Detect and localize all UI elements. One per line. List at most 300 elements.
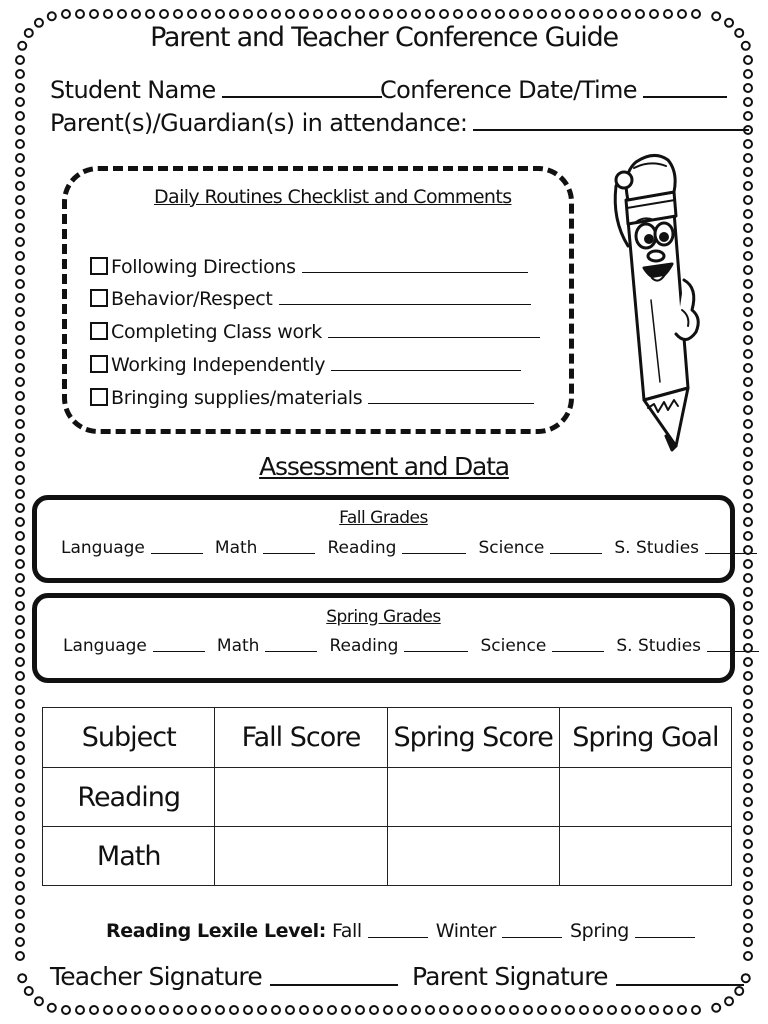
border-dot <box>90 1006 98 1014</box>
border-dot <box>90 10 98 18</box>
border-dot <box>744 196 752 204</box>
border-dot <box>744 336 752 344</box>
border-dot <box>744 882 752 890</box>
border-dot <box>230 1006 238 1014</box>
border-dot <box>356 10 364 18</box>
border-dot <box>132 1006 140 1014</box>
table-cell[interactable] <box>215 827 387 886</box>
border-dot <box>744 350 752 358</box>
checklist-label: Following Directions <box>111 256 296 278</box>
border-dot <box>16 672 24 680</box>
border-dot <box>16 56 24 64</box>
border-dot <box>744 364 752 372</box>
score-table <box>42 707 732 886</box>
border-dot <box>62 10 70 18</box>
border-dot <box>622 1006 630 1014</box>
border-dot <box>16 154 24 162</box>
border-dot <box>16 616 24 624</box>
border-dot <box>482 10 490 18</box>
assessment-heading: Assessment and Data <box>259 452 509 481</box>
border-dot <box>16 392 24 400</box>
border-dot <box>412 10 420 18</box>
subject-label: Science <box>480 636 547 656</box>
parent-signature-label: Parent Signature <box>411 962 608 991</box>
checklist-item[interactable] <box>90 288 531 310</box>
border-dot <box>744 392 752 400</box>
border-dot <box>230 10 238 18</box>
border-dot <box>16 812 24 820</box>
border-dot <box>744 756 752 764</box>
border-dot <box>160 1006 168 1014</box>
border-dot <box>692 1006 700 1014</box>
border-dot <box>35 997 43 1005</box>
comment-line[interactable] <box>279 304 531 305</box>
grade-blank[interactable] <box>404 651 468 652</box>
guardians-label: Parent(s)/Guardian(s) in attendance: <box>50 109 468 137</box>
comment-line[interactable] <box>302 272 528 273</box>
border-dot <box>16 252 24 260</box>
border-dot <box>744 700 752 708</box>
border-dot <box>16 490 24 498</box>
border-dot <box>744 602 752 610</box>
checkbox[interactable] <box>90 388 108 406</box>
lexile-spring-blank[interactable] <box>635 937 695 938</box>
grade-blank[interactable] <box>151 553 203 554</box>
border-dot <box>18 974 26 982</box>
border-dot <box>16 98 24 106</box>
student-name-field[interactable] <box>50 76 382 104</box>
border-dot <box>216 10 224 18</box>
border-dot <box>538 1006 546 1014</box>
lexile-winter-blank[interactable] <box>502 937 562 938</box>
border-dot <box>286 10 294 18</box>
border-dot <box>482 1006 490 1014</box>
border-dot <box>174 10 182 18</box>
border-dot <box>744 812 752 820</box>
border-dot <box>650 10 658 18</box>
border-dot <box>16 168 24 176</box>
grade-field[interactable] <box>63 636 205 656</box>
border-dot <box>16 518 24 526</box>
border-dot <box>146 1006 154 1014</box>
border-dot <box>16 182 24 190</box>
border-dot <box>650 1006 658 1014</box>
border-dot <box>744 322 752 330</box>
grade-field[interactable] <box>327 538 466 558</box>
border-dot <box>744 420 752 428</box>
border-dot <box>744 784 752 792</box>
border-dot <box>216 1006 224 1014</box>
fall-grades-title: Fall Grades <box>339 508 428 528</box>
table-header-cell: Spring Goal <box>559 708 731 768</box>
comment-line[interactable] <box>368 403 534 404</box>
border-dot <box>744 140 752 148</box>
border-dot <box>16 546 24 554</box>
border-dot <box>744 70 752 78</box>
border-dot <box>16 840 24 848</box>
border-dot <box>16 406 24 414</box>
table-cell[interactable] <box>559 827 731 886</box>
border-dot <box>356 1006 364 1014</box>
table-cell[interactable] <box>387 768 559 827</box>
grade-field[interactable] <box>480 636 604 656</box>
border-dot <box>744 210 752 218</box>
border-dot <box>538 10 546 18</box>
checkbox[interactable] <box>90 257 108 275</box>
border-dot <box>146 10 154 18</box>
border-dot <box>25 987 33 995</box>
border-dot <box>188 1006 196 1014</box>
border-dot <box>744 84 752 92</box>
border-dot <box>16 854 24 862</box>
border-dot <box>16 294 24 302</box>
grade-blank[interactable] <box>402 553 466 554</box>
border-dot <box>496 10 504 18</box>
border-dot <box>16 112 24 120</box>
border-dot <box>202 10 210 18</box>
subject-label: Reading <box>329 636 399 656</box>
border-dot <box>608 1006 616 1014</box>
lexile-row <box>106 920 703 942</box>
border-dot <box>328 1006 336 1014</box>
border-dot <box>16 504 24 512</box>
border-dot <box>16 210 24 218</box>
border-dot <box>744 266 752 274</box>
border-dot <box>744 686 752 694</box>
border-dot <box>524 10 532 18</box>
border-dot <box>16 644 24 652</box>
border-dot <box>314 10 322 18</box>
border-dot <box>314 1006 322 1014</box>
border-dot <box>744 896 752 904</box>
border-dot <box>744 840 752 848</box>
grade-blank[interactable] <box>705 553 757 554</box>
teacher-signature-label: Teacher Signature <box>50 962 262 991</box>
border-dot <box>16 350 24 358</box>
border-dot <box>398 1006 406 1014</box>
checkbox[interactable] <box>90 355 108 373</box>
border-dot <box>16 742 24 750</box>
grade-blank[interactable] <box>707 651 759 652</box>
border-dot <box>678 10 686 18</box>
border-dot <box>744 728 752 736</box>
border-dot <box>16 714 24 722</box>
subject-label: Language <box>61 538 145 558</box>
border-dot <box>16 574 24 582</box>
border-dot <box>258 10 266 18</box>
comment-line[interactable] <box>328 337 540 338</box>
conference-date-blank[interactable] <box>643 94 727 98</box>
border-dot <box>16 224 24 232</box>
border-dot <box>426 10 434 18</box>
border-dot <box>272 10 280 18</box>
border-dot <box>744 742 752 750</box>
border-dot <box>16 126 24 134</box>
subject-label: Math <box>216 636 260 656</box>
border-dot <box>552 1006 560 1014</box>
border-dot <box>712 1004 720 1012</box>
subject-label: S. Studies <box>616 636 702 656</box>
pencil-mascot-illustration <box>606 150 716 455</box>
parent-signature-line[interactable] <box>616 984 744 986</box>
border-dot <box>16 658 24 666</box>
border-dot <box>48 1004 56 1012</box>
table-cell[interactable] <box>387 827 559 886</box>
border-dot <box>16 434 24 442</box>
border-dot <box>16 196 24 204</box>
border-dot <box>744 714 752 722</box>
border-dot <box>16 420 24 428</box>
border-dot <box>468 10 476 18</box>
grade-blank[interactable] <box>263 553 315 554</box>
border-dot <box>16 532 24 540</box>
border-dot <box>744 924 752 932</box>
border-dot <box>692 10 700 18</box>
border-dot <box>118 10 126 18</box>
grade-field[interactable] <box>215 538 316 558</box>
checklist-label: Working Independently <box>111 354 326 376</box>
border-dot <box>118 1006 126 1014</box>
border-dot <box>580 10 588 18</box>
grade-blank[interactable] <box>265 651 317 652</box>
border-dot <box>384 1006 392 1014</box>
checklist-item[interactable] <box>90 354 521 376</box>
border-dot <box>16 84 24 92</box>
grade-field[interactable] <box>329 636 468 656</box>
subject-label: Reading <box>327 538 397 558</box>
border-dot <box>16 868 24 876</box>
fall-grades-box <box>32 495 735 583</box>
guardians-field[interactable] <box>50 109 749 137</box>
border-dot <box>744 574 752 582</box>
table-cell[interactable] <box>215 768 387 827</box>
border-dot <box>16 952 24 960</box>
border-dot <box>744 616 752 624</box>
lexile-label: Reading Lexile Level: <box>106 920 326 942</box>
border-dot <box>552 10 560 18</box>
border-dot <box>16 924 24 932</box>
border-dot <box>744 434 752 442</box>
border-dot <box>132 10 140 18</box>
border-dot <box>468 1006 476 1014</box>
checkbox[interactable] <box>90 322 108 340</box>
border-dot <box>566 10 574 18</box>
guardians-blank[interactable] <box>473 127 749 131</box>
border-dot <box>286 1006 294 1014</box>
border-dot <box>454 10 462 18</box>
border-dot <box>712 12 720 20</box>
border-dot <box>398 10 406 18</box>
border-dot <box>76 10 84 18</box>
border-dot <box>744 294 752 302</box>
grade-field[interactable] <box>614 538 757 558</box>
border-dot <box>244 10 252 18</box>
border-dot <box>16 560 24 568</box>
border-dot <box>636 1006 644 1014</box>
grade-blank[interactable] <box>552 651 604 652</box>
table-header-cell: Fall Score <box>215 708 387 768</box>
grade-blank[interactable] <box>153 651 205 652</box>
border-dot <box>744 658 752 666</box>
lexile-fall-label: Fall <box>331 920 362 942</box>
border-dot <box>16 882 24 890</box>
border-dot <box>16 364 24 372</box>
grade-blank[interactable] <box>550 553 602 554</box>
lexile-fall-blank[interactable] <box>368 937 428 938</box>
border-dot <box>16 770 24 778</box>
lexile-winter-label: Winter <box>435 920 496 942</box>
conference-date-field[interactable] <box>380 76 727 104</box>
grade-field[interactable] <box>61 538 203 558</box>
border-dot <box>16 280 24 288</box>
student-name-blank[interactable] <box>222 94 382 98</box>
border-dot <box>744 952 752 960</box>
border-dot <box>744 224 752 232</box>
subject-label: Science <box>478 538 545 558</box>
border-dot <box>16 308 24 316</box>
border-dot <box>744 252 752 260</box>
fall-grades-row <box>61 538 768 558</box>
border-dot <box>328 10 336 18</box>
table-cell-subject: Math <box>43 827 215 886</box>
border-dot <box>370 10 378 18</box>
comment-line[interactable] <box>331 370 521 371</box>
border-dot <box>744 910 752 918</box>
border-dot <box>104 10 112 18</box>
border-dot <box>744 672 752 680</box>
border-dot <box>594 10 602 18</box>
border-dot <box>440 1006 448 1014</box>
spring-grades-row <box>63 636 768 656</box>
border-dot <box>16 910 24 918</box>
border-dot <box>608 10 616 18</box>
border-dot <box>16 728 24 736</box>
border-dot <box>188 10 196 18</box>
border-dot <box>744 518 752 526</box>
border-dot <box>16 896 24 904</box>
table-row <box>43 827 732 886</box>
border-dot <box>744 588 752 596</box>
border-dot <box>16 602 24 610</box>
border-dot <box>510 1006 518 1014</box>
subject-label: Language <box>63 636 147 656</box>
checklist-item[interactable] <box>90 321 540 343</box>
border-dot <box>744 378 752 386</box>
spring-grades-title: Spring Grades <box>326 607 441 627</box>
teacher-signature-line[interactable] <box>270 984 398 986</box>
border-dot <box>744 308 752 316</box>
border-dot <box>16 266 24 274</box>
border-dot <box>744 560 752 568</box>
border-dot <box>370 1006 378 1014</box>
border-dot <box>342 1006 350 1014</box>
border-dot <box>744 770 752 778</box>
signature-row <box>50 962 758 991</box>
checklist-item[interactable] <box>90 256 528 278</box>
border-dot <box>664 1006 672 1014</box>
border-dot <box>16 826 24 834</box>
checkbox[interactable] <box>90 289 108 307</box>
border-dot <box>744 154 752 162</box>
table-cell[interactable] <box>559 768 731 827</box>
border-dot <box>16 756 24 764</box>
border-dot <box>16 336 24 344</box>
border-dot <box>725 997 733 1005</box>
border-dot <box>160 10 168 18</box>
border-dot <box>16 784 24 792</box>
border-dot <box>744 238 752 246</box>
border-dot <box>62 1006 70 1014</box>
border-dot <box>16 630 24 638</box>
border-dot <box>510 10 518 18</box>
border-dot <box>744 168 752 176</box>
border-dot <box>16 686 24 694</box>
border-dot <box>300 1006 308 1014</box>
border-dot <box>202 1006 210 1014</box>
border-dot <box>16 70 24 78</box>
table-header-row <box>43 708 732 768</box>
border-dot <box>426 1006 434 1014</box>
table-row <box>43 768 732 827</box>
border-dot <box>342 10 350 18</box>
subject-label: S. Studies <box>614 538 700 558</box>
border-dot <box>664 10 672 18</box>
grade-field[interactable] <box>478 538 602 558</box>
border-dot <box>16 238 24 246</box>
border-dot <box>454 1006 462 1014</box>
border-dot <box>524 1006 532 1014</box>
border-dot <box>104 1006 112 1014</box>
border-dot <box>594 1006 602 1014</box>
border-dot <box>174 1006 182 1014</box>
lexile-spring-label: Spring <box>570 920 629 942</box>
checklist-label: Bringing supplies/materials <box>111 387 363 409</box>
border-dot <box>580 1006 588 1014</box>
border-dot <box>744 826 752 834</box>
border-dot <box>16 588 24 596</box>
border-dot <box>744 504 752 512</box>
page-title: Parent and Teacher Conference Guide <box>150 22 618 53</box>
border-dot <box>16 140 24 148</box>
border-dot <box>272 1006 280 1014</box>
border-dot <box>16 798 24 806</box>
table-header-cell: Subject <box>43 708 215 768</box>
border-dot <box>744 182 752 190</box>
student-name-label: Student Name <box>50 76 216 104</box>
border-dot <box>744 406 752 414</box>
routines-heading: Daily Routines Checklist and Comments <box>154 186 512 208</box>
checklist-item[interactable] <box>90 387 534 409</box>
subject-label: Math <box>214 538 258 558</box>
border-dot <box>16 700 24 708</box>
border-dot <box>636 10 644 18</box>
border-dot <box>744 868 752 876</box>
table-cell-subject: Reading <box>43 768 215 827</box>
border-dot <box>16 322 24 330</box>
border-dot <box>744 798 752 806</box>
border-dot <box>744 938 752 946</box>
border-dot <box>384 10 392 18</box>
grade-field[interactable] <box>616 636 759 656</box>
border-dot <box>678 1006 686 1014</box>
border-dot <box>440 10 448 18</box>
grade-field[interactable] <box>217 636 318 656</box>
border-dot <box>76 1006 84 1014</box>
border-dot <box>48 12 56 20</box>
border-dot <box>566 1006 574 1014</box>
border-dot <box>258 1006 266 1014</box>
border-dot <box>622 10 630 18</box>
